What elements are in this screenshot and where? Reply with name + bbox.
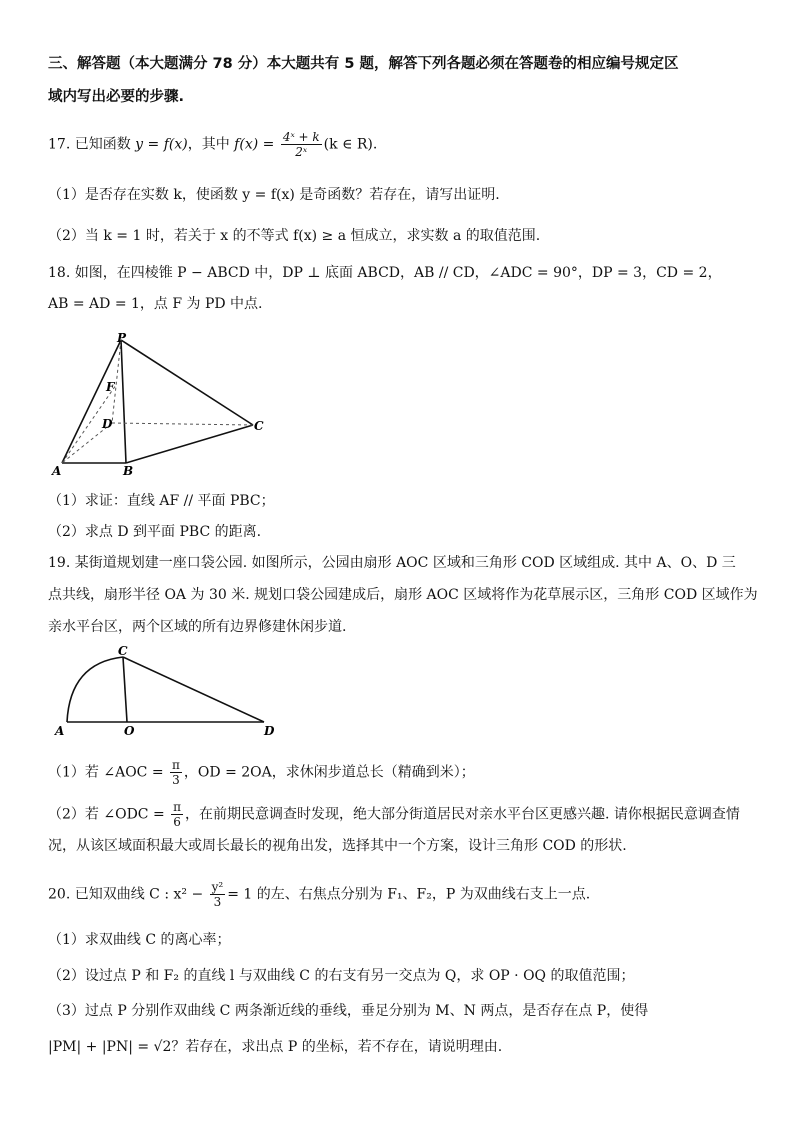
- q18-label-B: B: [123, 464, 134, 478]
- q17-stem: [48, 130, 377, 159]
- q19-part2-num: π: [173, 800, 182, 814]
- q17-stem-end: .: [372, 136, 378, 153]
- q19-stem-line2: 点共线，扇形半径 OA 为 30 米. 规划口袋公园建成后，扇形 AOC 区域将作为花草展示区，三角形 COD 区域作为: [48, 587, 758, 603]
- q20-part3-line2: |PM| + |PN| = √2？若存在，求出点 P 的坐标，若不存在，请说明理由.: [48, 1039, 503, 1055]
- q18-label-D: D: [102, 417, 113, 431]
- q19-label-C: C: [118, 645, 128, 658]
- section-header-line2: 域内写出必要的步骤.: [48, 89, 185, 105]
- q17-fx: f(x) =: [234, 136, 275, 153]
- q20-stem-pre: 20. 已知双曲线 C : x² −: [48, 886, 204, 903]
- q19-stem-line1: 19. 某街道规划建一座口袋公园. 如图所示，公园由扇形 AOC 区域和三角形 COD 区域组成. 其中 A、O、D 三: [48, 555, 736, 571]
- q19-stem-line3: 亲水平台区，两个区域的所有边界修建休闲步道.: [48, 619, 347, 635]
- q19-park-figure: [48, 645, 288, 740]
- q18-label-A: A: [52, 464, 62, 478]
- q20-stem: [48, 880, 590, 909]
- q19-part2-pre: （2）若 ∠ODC =: [48, 806, 165, 823]
- q20-stem-den: 3: [213, 895, 222, 909]
- q18-label-F: F: [106, 380, 115, 394]
- q17-func: y = f(x): [135, 136, 188, 153]
- q17-condition: (k ∈ R): [323, 136, 373, 153]
- q19-part2-den: 6: [173, 815, 181, 829]
- q17-fraction-denominator: 2ˣ: [295, 145, 308, 159]
- q17-stem-mid: ，其中: [187, 136, 230, 153]
- q20-stem-fraction: [210, 880, 226, 909]
- q19-part1-den: 3: [172, 773, 180, 787]
- q19-part1-post: ，OD = 2OA，求休闲步道总长（精确到米）；: [183, 764, 475, 781]
- q17-fraction-numerator: 4ˣ + k: [282, 130, 320, 144]
- q18-label-P: P: [117, 331, 127, 345]
- q19-label-D: D: [264, 724, 275, 738]
- q17-part1: （1）是否存在实数 k，使函数 y = f(x) 是奇函数？若存在，请写出证明.: [48, 187, 500, 203]
- q18-pyramid-figure: [48, 330, 278, 480]
- q19-part1-pre: （1）若 ∠AOC =: [48, 764, 164, 781]
- q18-stem-line2: AB = AD = 1，点 F 为 PD 中点.: [48, 296, 263, 312]
- q18-stem-line1: 18. 如图，在四棱锥 P − ABCD 中，DP ⊥ 底面 ABCD，AB // CD，∠ADC = 90°，DP = 3，CD = 2，: [48, 265, 722, 281]
- q18-part2: （2）求点 D 到平面 PBC 的距离.: [48, 524, 262, 540]
- q17-fraction: [281, 130, 322, 159]
- q20-stem-num: y²: [211, 880, 224, 894]
- q19-part1-fraction: [170, 758, 182, 787]
- q17-part2: （2）当 k = 1 时，若关于 x 的不等式 f(x) ≥ a 恒成立，求实数 a 的取值范围.: [48, 228, 541, 244]
- q17-stem-prefix: 17. 已知函数: [48, 136, 131, 153]
- q19-label-A: A: [55, 724, 65, 738]
- q20-part1: （1）求双曲线 C 的离心率；: [48, 932, 231, 948]
- q18-label-C: C: [254, 419, 264, 433]
- q20-part3: （3）过点 P 分别作双曲线 C 两条渐近线的垂线，垂足分别为 M、N 两点，是否存在点 P，使得: [48, 1003, 649, 1019]
- q19-part2-fraction: [171, 800, 183, 829]
- q18-part1: （1）求证：直线 AF // 平面 PBC；: [48, 493, 275, 509]
- q19-part1: [48, 758, 475, 787]
- q19-part1-num: π: [172, 758, 180, 772]
- section-header-line1: 三、解答题（本大题满分 78 分）本大题共有 5 题，解答下列各题必须在答题卷的相应编号规定区: [48, 56, 679, 72]
- q19-part2-line2: 况，从该区域面积最大或周长最长的视角出发，选择其中一个方案，设计三角形 COD 的形状.: [48, 838, 627, 854]
- q20-part2: （2）设过点 P 和 F₂ 的直线 l 与双曲线 C 的右支有另一交点为 Q，求 OP · OQ 的取值范围；: [48, 968, 635, 984]
- q19-part2: [48, 800, 740, 829]
- q19-part2-post: ，在前期民意调查时发现，绝大部分街道居民对亲水平台区更感兴趣. 请你根据民意调查情: [185, 806, 740, 823]
- q20-stem-post: = 1 的左、右焦点分别为 F₁、F₂，P 为双曲线右支上一点.: [227, 886, 591, 903]
- q19-label-O: O: [124, 724, 135, 738]
